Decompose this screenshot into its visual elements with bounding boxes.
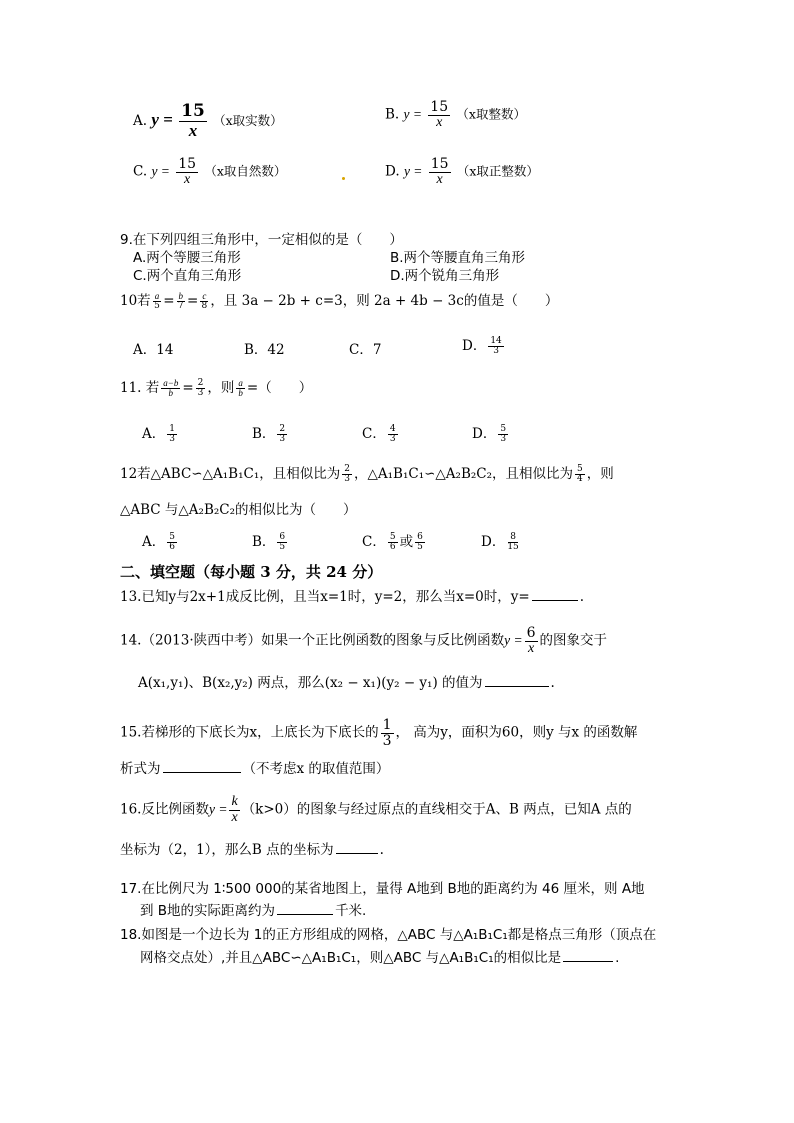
answer-blank[interactable]: [336, 852, 378, 854]
q13: 13.已知y与2x+1成反比例，且当x=1时，y=2，那么当x=0时，y= .: [120, 589, 584, 605]
fraction: $\frac{15}{x}$: [181, 101, 205, 140]
q11-option-c: C． $\frac{4}{3}$: [362, 423, 396, 444]
answer-blank[interactable]: [485, 685, 549, 687]
q10-option-c: C．7: [349, 342, 382, 358]
q9-option-a: A.两个等腰三角形: [133, 250, 241, 266]
q11-stem: 11. 若 $\frac{a-b}{b}$ = $\frac{2}{3}$ ，则 $\frac{a}{b}$ =（ ）: [120, 377, 313, 398]
q9-option-c: C.两个直角三角形: [133, 268, 242, 284]
q9-option-b: B.两个等腰直角三角形: [390, 250, 526, 266]
q10-option-a: A．14: [133, 342, 174, 358]
q12-option-b: B． $\frac{6}{5}$: [252, 531, 286, 552]
q12-option-d: D． $\frac{8}{15}$: [481, 531, 519, 552]
q8-option-a: A. y = $\frac{15}{x}$ （x取实数）: [133, 101, 283, 140]
q14-line-2: A(x₁,y₁)、B(x₂,y₂) 两点，那么(x₂ − x₁)(y₂ − y₁) 的值为 .: [138, 675, 555, 691]
q16-line-1: 16.反比例函数y = $\frac{k}{x}$ （k>0）的图象与经过原点的直线相交于A、B 两点，已知A 点的: [120, 794, 632, 825]
q9-stem: 9.在下列四组三角形中，一定相似的是（ ）: [120, 232, 403, 248]
answer-blank[interactable]: [532, 599, 578, 601]
answer-blank[interactable]: [163, 771, 241, 773]
q18-line-2: 网格交点处）,并且△ABC∽△A₁B₁C₁，则△ABC 与△A₁B₁C₁的相似比是 .: [140, 950, 620, 966]
section-title-fill-in: 二、填空题（每小题 3 分，共 24 分）: [120, 563, 383, 581]
q11-option-d: D． $\frac{5}{3}$: [472, 423, 507, 444]
q17-line-2: 到 B地的实际距离约为 千米.: [140, 903, 367, 919]
q10-option-b: B．42: [244, 342, 285, 358]
q8-option-d: D. y = $\frac{15}{x}$ （x取正整数）: [385, 156, 539, 187]
q12-option-c: C． $\frac{5}{6}$ 或 $\frac{6}{5}$: [362, 531, 423, 552]
q16-line-2: 坐标为（2，1），那么B 点的坐标为 .: [120, 842, 384, 858]
q12-line-1: 12若△ABC∽△A₁B₁C₁，且相似比为 $\frac{2}{3}$ ，△A₁B₁C₁∽△A₂B₂C₂，且相似比为 $\frac{5}{4}$ ，则: [120, 463, 614, 484]
q15-line-1: 15.若梯形的下底长为x，上底长为下底长的 $\frac{1}{3}$ ， 高为y，面积为60，则y 与x 的函数解: [120, 717, 638, 749]
q10-stem: 10若 $\frac{a}{5}$ = $\frac{b}{7}$ = $\frac{c}{8}$ ，且 3a − 2b + c=3，则 2a + 4b − 3c的值是（ ）: [120, 290, 559, 311]
q8-option-b: B. y = $\frac{15}{x}$ （x取整数）: [385, 99, 526, 130]
answer-blank[interactable]: [563, 960, 613, 962]
fraction: $\frac{15}{x}$: [430, 156, 449, 187]
q11-option-a: A． $\frac{1}{3}$: [142, 423, 175, 444]
q12-option-a: A． $\frac{5}{6}$: [142, 531, 175, 552]
answer-blank[interactable]: [277, 913, 333, 915]
fraction: $\frac{15}{x}$: [430, 99, 449, 130]
q10-option-d: D． $\frac{14}{3}$: [462, 335, 502, 356]
q18-line-1: 18.如图是一个边长为 1的正方形组成的网格，△ABC 与△A₁B₁C₁都是格点三角形（顶点在: [120, 927, 657, 943]
q11-option-b: B． $\frac{2}{3}$: [252, 423, 286, 444]
q15-line-2: 析式为 （不考虑x 的取值范围）: [120, 761, 390, 777]
stray-dot: [342, 177, 345, 180]
q17-line-1: 17.在比例尺为 1∶500 000的某省地图上，量得 A地到 B地的距离约为 46 厘米，则 A地: [120, 881, 645, 897]
q12-line-2: △ABC 与△A₂B₂C₂的相似比为（ ）: [120, 502, 357, 518]
fraction: $\frac{15}{x}$: [178, 156, 197, 187]
q8-option-c: C. y = $\frac{15}{x}$ （x取自然数）: [133, 156, 287, 187]
q14-line-1: 14.（2013·陕西中考）如果一个正比例函数的图象与反比例函数y = $\frac{6}{x}$ 的图象交于: [120, 625, 608, 656]
q9-option-d: D.两个锐角三角形: [390, 268, 500, 284]
